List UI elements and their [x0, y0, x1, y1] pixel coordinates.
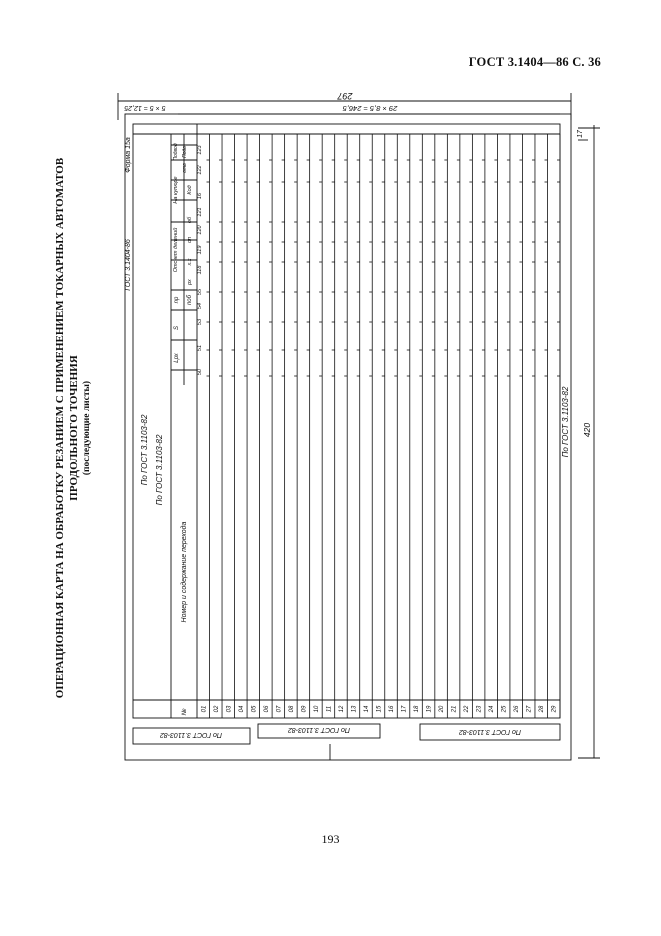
row-number: 19: [426, 705, 433, 713]
svg-text:S: S: [174, 325, 180, 331]
svg-text:123: 123: [197, 145, 203, 155]
row-number: 25: [501, 705, 508, 713]
dim-cols-text: 29 × 8,5 = 246,5: [342, 104, 398, 113]
row-number: 22: [464, 705, 471, 713]
bottom-ref-3: По ГОСТ 3.1103-82: [459, 728, 521, 735]
svg-text:Lрх: Lрх: [174, 353, 180, 363]
row-number: 23: [476, 705, 483, 713]
row-number: 17: [401, 705, 408, 713]
row-number: 13: [351, 705, 358, 713]
row-number: 26: [514, 705, 521, 713]
svg-text:51: 51: [197, 344, 203, 352]
svg-text:nоб: nоб: [187, 294, 193, 306]
ref-top-label: По ГОСТ 3.1103-82: [140, 414, 149, 486]
row-number: 01: [201, 705, 208, 713]
dim-row-text: 17: [577, 130, 584, 138]
svg-text:nр: nр: [174, 296, 180, 304]
svg-text:121: 121: [197, 207, 203, 217]
svg-text:119: 119: [197, 245, 203, 255]
svg-text:об: об: [187, 216, 193, 224]
row-number: 10: [313, 705, 320, 713]
row-number: 07: [276, 705, 283, 713]
row-number: 02: [213, 705, 220, 713]
dim-width-text: 297: [337, 91, 353, 101]
svg-text:Код: Код: [187, 185, 193, 195]
form-label: Форма 15а: [125, 137, 132, 173]
row-number: 16: [389, 705, 396, 713]
row-number: 08: [288, 705, 295, 713]
outer-frame: [125, 114, 571, 760]
svg-text:Подвод: Подвод: [173, 143, 179, 161]
header-codes: [197, 144, 203, 375]
col-main-header: Номер и содержание перехода: [181, 521, 188, 623]
svg-text:120: 120: [197, 225, 203, 235]
svg-text:отв: отв: [182, 163, 188, 173]
col-num-header: №: [181, 708, 188, 716]
page-number: 193: [321, 832, 340, 846]
dim-height-text: 420: [582, 422, 592, 438]
svg-text:54: 54: [197, 302, 203, 310]
svg-text:рх: рх: [187, 279, 193, 285]
row-number: 12: [338, 705, 345, 713]
row-number: 04: [238, 705, 245, 713]
row-number: 15: [376, 705, 383, 713]
svg-text:122: 122: [197, 165, 203, 175]
svg-text:Подв: Подв: [182, 146, 188, 158]
row-number: 03: [226, 705, 233, 713]
row-number: 27: [526, 705, 533, 713]
page-header: ГОСТ 3.1404—86 С. 36: [468, 55, 601, 69]
svg-text:16: 16: [197, 192, 203, 200]
svg-text:50: 50: [197, 368, 203, 376]
svg-text:х.х: х.х: [187, 258, 193, 266]
row-number: 18: [414, 705, 421, 713]
dim-offset-text: 5 × 5 = 12,25: [124, 104, 166, 111]
row-number: 14: [363, 705, 370, 713]
title-line-1: ОПЕРАЦИОННАЯ КАРТА НА ОБРАБОТКУ РЕЗАНИЕМ С ПРИМЕНЕНИЕМ ТОКАРНЫХ АВТОМАТОВ: [53, 157, 66, 699]
svg-text:оп: оп: [187, 236, 193, 244]
row-number: 06: [263, 705, 270, 713]
ref-second-label: По ГОСТ 3.1103-82: [155, 434, 164, 506]
row-number: 11: [326, 705, 333, 713]
row-number: 20: [439, 705, 446, 713]
bottom-ref-1: По ГОСТ 3.1103-82: [160, 731, 222, 738]
svg-text:118: 118: [197, 265, 203, 275]
svg-text:53: 53: [197, 318, 203, 326]
row-number: 28: [539, 705, 546, 713]
bottom-ref-2: По ГОСТ 3.1103-82: [288, 726, 350, 733]
gost-form-label: ГОСТ 3.1404-86: [125, 239, 132, 291]
row-number: 29: [551, 705, 558, 713]
row-number: 24: [489, 705, 496, 713]
row-number: 05: [251, 705, 258, 713]
row-number: 21: [451, 705, 458, 713]
title-line-3: (последующие листы): [81, 380, 92, 476]
title-line-2: ПРОДОЛЬНОГО ТОЧЕНИЯ: [67, 355, 80, 501]
header-labels: [172, 143, 193, 363]
row-number: 09: [301, 705, 308, 713]
svg-text:55: 55: [197, 288, 203, 296]
ref-right-label: По ГОСТ 3.1103-82: [561, 386, 570, 458]
svg-text:На купюре: На купюре: [173, 176, 179, 204]
svg-text:Отсчет делений: Отсчет делений: [173, 227, 179, 273]
